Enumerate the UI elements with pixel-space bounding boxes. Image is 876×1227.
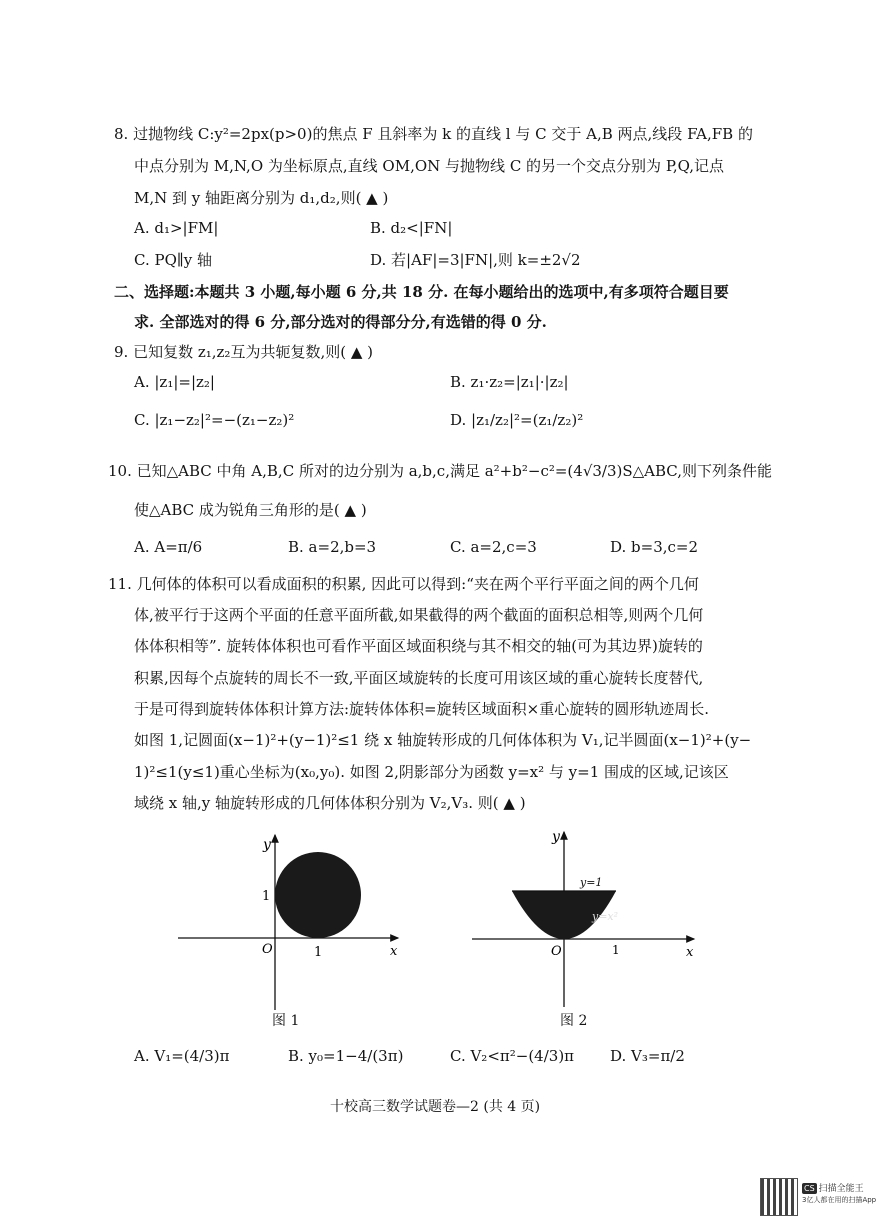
figure-1-label-x: x bbox=[390, 944, 398, 959]
q9-option-b: B. z₁·z₂=|z₁|·|z₂| bbox=[450, 373, 569, 391]
q11-line-7: 1)²≤1(y≤1)重心坐标为(x₀,y₀). 如图 2,阴影部分为函数 y=x² 与 y=1 围成的区域,记该区 bbox=[134, 763, 729, 781]
q8-line-2: 中点分别为 M,N,O 为坐标原点,直线 OM,ON 与抛物线 C 的另一个交点分别为 P,Q,记点 bbox=[134, 157, 724, 175]
q11-line-4: 积累,因每个点旋转的周长不一致,平面区域旋转的长度可用该区域的重心旋转长度替代, bbox=[134, 669, 704, 687]
qr-code bbox=[760, 1178, 798, 1216]
q9-option-c: C. |z₁−z₂|²=−(z₁−z₂)² bbox=[134, 411, 295, 429]
q9-option-a: A. |z₁|=|z₂| bbox=[134, 373, 215, 391]
q10-option-c: C. a=2,c=3 bbox=[450, 538, 537, 556]
section-2-heading-line-1: 二、选择题:本题共 3 小题,每小题 6 分,共 18 分. 在每小题给出的选项中,有多项符合题目要 bbox=[114, 283, 729, 301]
q11-line-5: 于是可得到旋转体体积计算方法:旋转体体积=旋转区域面积×重心旋转的圆形轨迹周长. bbox=[134, 700, 709, 718]
q8-option-b: B. d₂<|FN| bbox=[370, 219, 453, 237]
scanner-logo: CS bbox=[804, 1184, 815, 1193]
q8-line-1: 8. 过抛物线 C:y²=2px(p>0)的焦点 F 且斜率为 k 的直线 l 与 C 交于 A,B 两点,线段 FA,FB 的 bbox=[114, 125, 753, 143]
q11-option-c: C. V₂<π²−(4/3)π bbox=[450, 1047, 575, 1065]
q11-line-3: 体体积相等”. 旋转体体积也可看作平面区域面积绕与其不相交的轴(可为其边界)旋转的 bbox=[134, 637, 703, 655]
scanner-watermark bbox=[802, 1183, 876, 1206]
page-footer: 十校高三数学试题卷—2 (共 4 页) bbox=[330, 1099, 541, 1115]
q8-option-d: D. 若|AF|=3|FN|,则 k=±2√2 bbox=[370, 251, 581, 269]
q9-option-d: D. |z₁/z₂|²=(z₁/z₂)² bbox=[450, 411, 584, 429]
figure-1-label-y: y bbox=[263, 837, 271, 853]
q11-line-2: 体,被平行于这两个平面的任意平面所截,如果截得的两个截面的面积总相等,则两个几何 bbox=[134, 606, 704, 624]
scanner-subtitle: 3亿人都在用的扫描App bbox=[802, 1196, 876, 1204]
q11-line-1: 11. 几何体的体积可以看成面积的积累, 因此可以得到:“夹在两个平行平面之间的两个几何 bbox=[108, 575, 699, 593]
figure-2-label-y: y bbox=[552, 829, 560, 845]
figure-2-label-x: x bbox=[686, 945, 694, 960]
figure-2-label-o: O bbox=[551, 944, 562, 959]
figure-2-caption: 图 2 bbox=[560, 1013, 588, 1029]
q9-stem: 9. 已知复数 z₁,z₂互为共轭复数,则( ▲ ) bbox=[114, 343, 373, 361]
q10-line-2: 使△ABC 成为锐角三角形的是( ▲ ) bbox=[134, 501, 367, 519]
figure-1-label-o: O bbox=[262, 942, 273, 957]
q8-option-a: A. d₁>|FM| bbox=[134, 219, 219, 237]
q10-option-a: A. A=π/6 bbox=[134, 538, 203, 556]
figure-2-tick-x1: 1 bbox=[612, 943, 620, 957]
q10-line-1: 10. 已知△ABC 中角 A,B,C 所对的边分别为 a,b,c,满足 a²+b²−c²=(4√3/3)S△ABC,则下列条件能 bbox=[108, 462, 773, 480]
q8-option-c: C. PQ∥y 轴 bbox=[134, 251, 213, 269]
q11-option-a: A. V₁=(4/3)π bbox=[134, 1047, 230, 1065]
scanner-name: 扫描全能王 bbox=[818, 1184, 864, 1194]
q10-option-b: B. a=2,b=3 bbox=[288, 538, 377, 556]
figure-2-label-curve: y=x² bbox=[592, 910, 619, 923]
q11-line-6: 如图 1,记圆面(x−1)²+(y−1)²≤1 绕 x 轴旋转形成的几何体体积为 V₁,记半圆面(x−1)²+(y− bbox=[134, 731, 752, 749]
q11-line-8: 域绕 x 轴,y 轴旋转形成的几何体体积分别为 V₂,V₃. 则( ▲ ) bbox=[134, 794, 526, 812]
q11-option-b: B. y₀=1−4/(3π) bbox=[288, 1047, 404, 1065]
figure-1-caption: 图 1 bbox=[272, 1013, 300, 1029]
figure-2 bbox=[462, 822, 702, 1012]
q11-option-d: D. V₃=π/2 bbox=[610, 1047, 685, 1065]
q8-line-3: M,N 到 y 轴距离分别为 d₁,d₂,则( ▲ ) bbox=[134, 189, 389, 207]
section-2-heading-line-2: 求. 全部选对的得 6 分,部分选对的得部分分,有选错的得 0 分. bbox=[134, 313, 547, 331]
figure-2-label-line: y=1 bbox=[580, 876, 603, 889]
figure-1 bbox=[170, 825, 410, 1015]
figure-1-tick-y1: 1 bbox=[262, 889, 271, 904]
q10-option-d: D. b=3,c=2 bbox=[610, 538, 699, 556]
figure-1-tick-x1: 1 bbox=[314, 945, 323, 960]
figure-1-disk bbox=[275, 852, 361, 938]
